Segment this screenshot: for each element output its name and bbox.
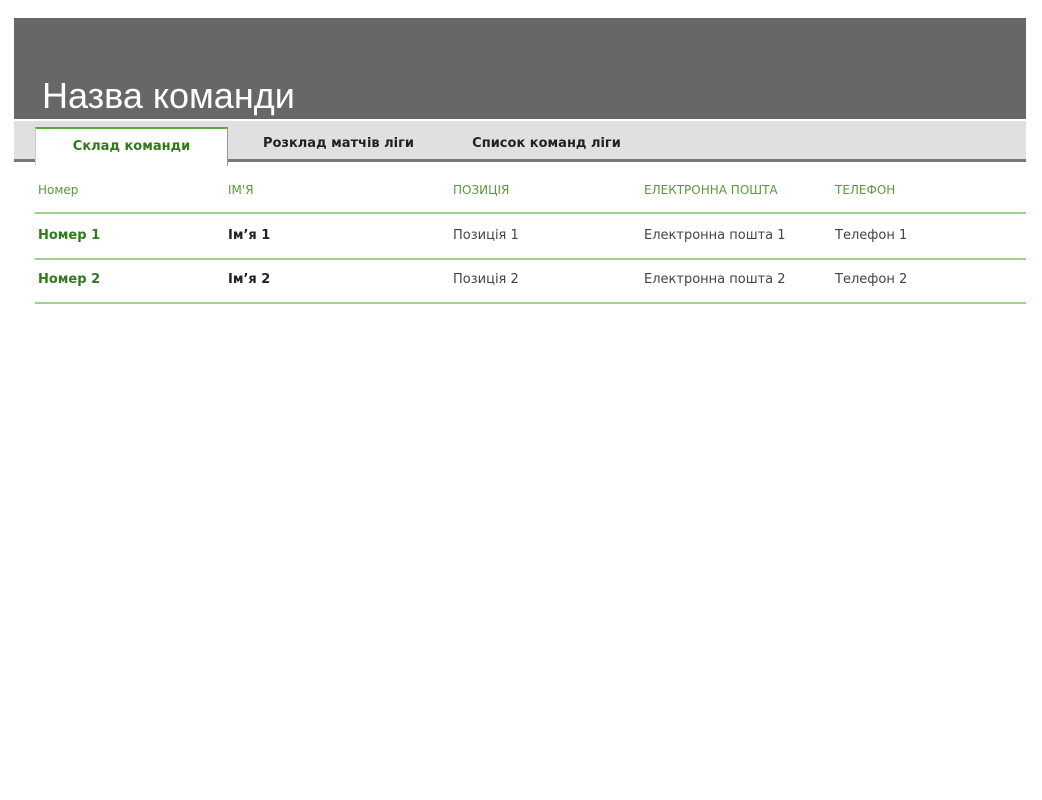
page-header: [14, 18, 1026, 119]
cell-name: Ім’я 1: [228, 228, 271, 243]
cell-phone: Телефон 1: [835, 228, 908, 243]
table-header: [35, 168, 1026, 214]
column-header-number: Номер: [38, 183, 79, 197]
column-header-phone: ТЕЛЕФОН: [835, 183, 896, 197]
cell-phone: Телефон 2: [835, 272, 908, 287]
tab-team-roster[interactable]: Склад команди: [35, 127, 228, 166]
cell-position: Позиція 1: [453, 228, 519, 243]
tab-bar: [14, 121, 1026, 162]
tab-league-teams[interactable]: Список команд ліги: [472, 136, 621, 151]
cell-name: Ім’я 2: [228, 272, 271, 287]
cell-email: Електронна пошта 2: [644, 272, 786, 287]
table-row: [35, 214, 1026, 260]
column-header-name: ІМ'Я: [228, 183, 254, 197]
page-title: Назва команди: [42, 75, 295, 116]
column-header-position: ПОЗИЦІЯ: [453, 183, 510, 197]
cell-number: Номер 1: [38, 228, 101, 243]
cell-email: Електронна пошта 1: [644, 228, 786, 243]
tab-league-schedule[interactable]: Розклад матчів ліги: [262, 136, 415, 151]
cell-number: Номер 2: [38, 272, 101, 287]
cell-position: Позиція 2: [453, 272, 519, 287]
column-header-email: ЕЛЕКТРОННА ПОШТА: [644, 183, 778, 197]
table-row: [35, 258, 1026, 304]
